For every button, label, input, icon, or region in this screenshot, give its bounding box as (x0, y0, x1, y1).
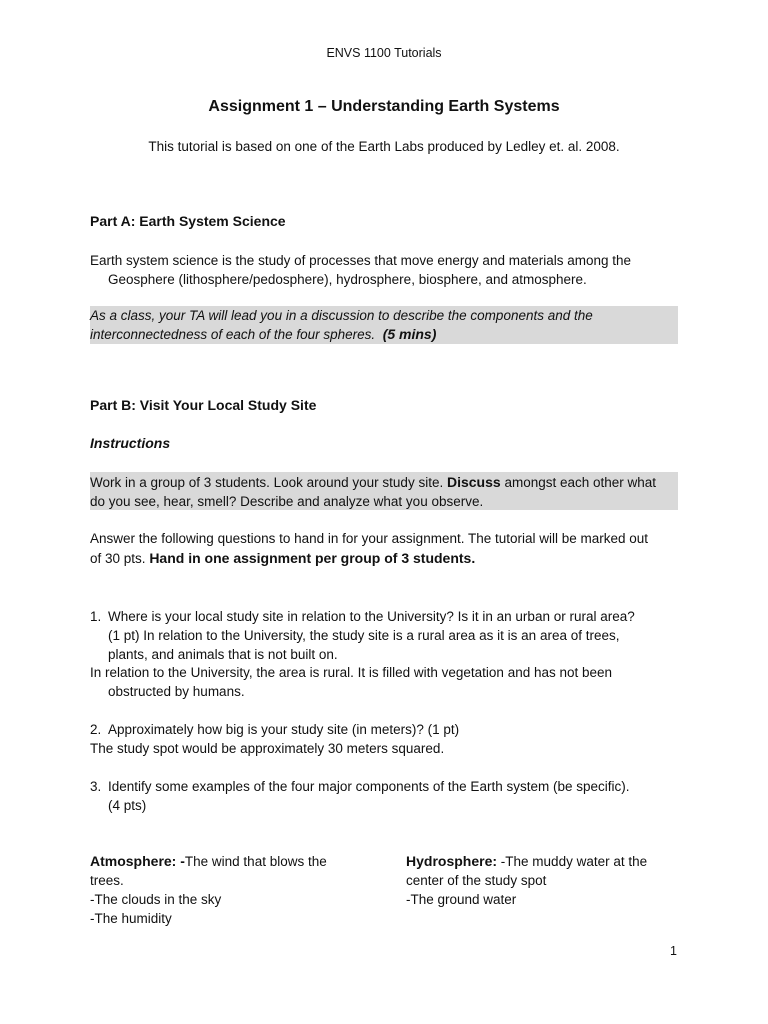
part-a-box-text: interconnectedness of each of the four spheres. (90, 327, 376, 342)
question-3-line-1 (90, 777, 680, 796)
part-b-heading: Part B: Visit Your Local Study Site (90, 397, 317, 413)
part-b-box-discuss: Discuss (446, 474, 501, 490)
hydrosphere-line-3: -The ground water (406, 892, 517, 907)
question-3-number: 3. (90, 779, 102, 794)
hydrosphere-line-2: center of the study spot (406, 873, 547, 888)
answer-text: of 30 pts. (90, 551, 146, 566)
question-1-line-3: plants, and animals that is not built on. (108, 647, 338, 662)
part-a-paragraph-line-1: Earth system science is the study of processes that move energy and materials among the (90, 253, 632, 268)
atmosphere-text-1: The wind that blows the (184, 854, 327, 869)
part-b-box-text-a: Work in a group of 3 students. Look around your study site. (90, 475, 444, 490)
question-1-answer-line-2: obstructed by humans. (108, 684, 245, 699)
part-b-box-text-b: amongst each other what (504, 475, 657, 490)
part-a-box-line-1: As a class, your TA will lead you in a discussion to describe the components and the (90, 308, 593, 323)
question-1-answer-line-1: In relation to the University, the area is rural. It is filled with vegetation and has not been (90, 665, 613, 680)
hydrosphere-line-1 (406, 852, 706, 871)
question-1-line-1 (90, 607, 680, 626)
question-2-text: Approximately how big is your study site (in meters)? (1 pt) (108, 722, 460, 737)
part-a-heading: Part A: Earth System Science (90, 213, 286, 229)
document-subtitle: This tutorial is based on one of the Earth Labs produced by Ledley et. al. 2008. (148, 139, 620, 154)
answer-line-1: Answer the following questions to hand in for your assignment. The tutorial will be marked out (90, 531, 649, 546)
page-number: 1 (670, 944, 677, 958)
answer-line-2 (90, 549, 680, 568)
hydrosphere-label: Hydrosphere: (406, 853, 498, 869)
document-title: Assignment 1 – Understanding Earth Systems (208, 98, 560, 115)
question-2-number: 2. (90, 722, 102, 737)
part-a-box-line-2 (90, 325, 680, 344)
hydrosphere-text-1: -The muddy water at the (500, 854, 648, 869)
question-1-number: 1. (90, 609, 102, 624)
atmosphere-label: Atmosphere: - (90, 853, 185, 869)
instructions-heading: Instructions (90, 435, 171, 451)
question-1-text: Where is your local study site in relation to the University? Is it in an urban or rural area? (108, 609, 635, 624)
question-1-line-2: (1 pt) In relation to the University, the study site is a rural area as it is an area of trees, (108, 628, 620, 643)
part-a-box-time: (5 mins) (382, 326, 437, 342)
part-b-box-line-1 (90, 473, 680, 492)
question-2-line-1 (90, 720, 680, 739)
answer-emphasis: Hand in one assignment per group of 3 students. (149, 550, 476, 566)
atmosphere-line-3: -The clouds in the sky (90, 892, 222, 907)
question-2-answer: The study spot would be approximately 30 meters squared. (90, 741, 445, 756)
question-3-line-2: (4 pts) (108, 798, 147, 813)
atmosphere-line-1 (90, 852, 390, 871)
page-header: ENVS 1100 Tutorials (326, 46, 442, 60)
part-b-box-line-2: do you see, hear, smell? Describe and analyze what you observe. (90, 494, 484, 509)
question-3-text: Identify some examples of the four major components of the Earth system (be specific). (108, 779, 630, 794)
atmosphere-line-2: trees. (90, 873, 124, 888)
part-a-paragraph-line-2: Geosphere (lithosphere/pedosphere), hydrosphere, biosphere, and atmosphere. (108, 272, 587, 287)
atmosphere-line-4: -The humidity (90, 911, 172, 926)
